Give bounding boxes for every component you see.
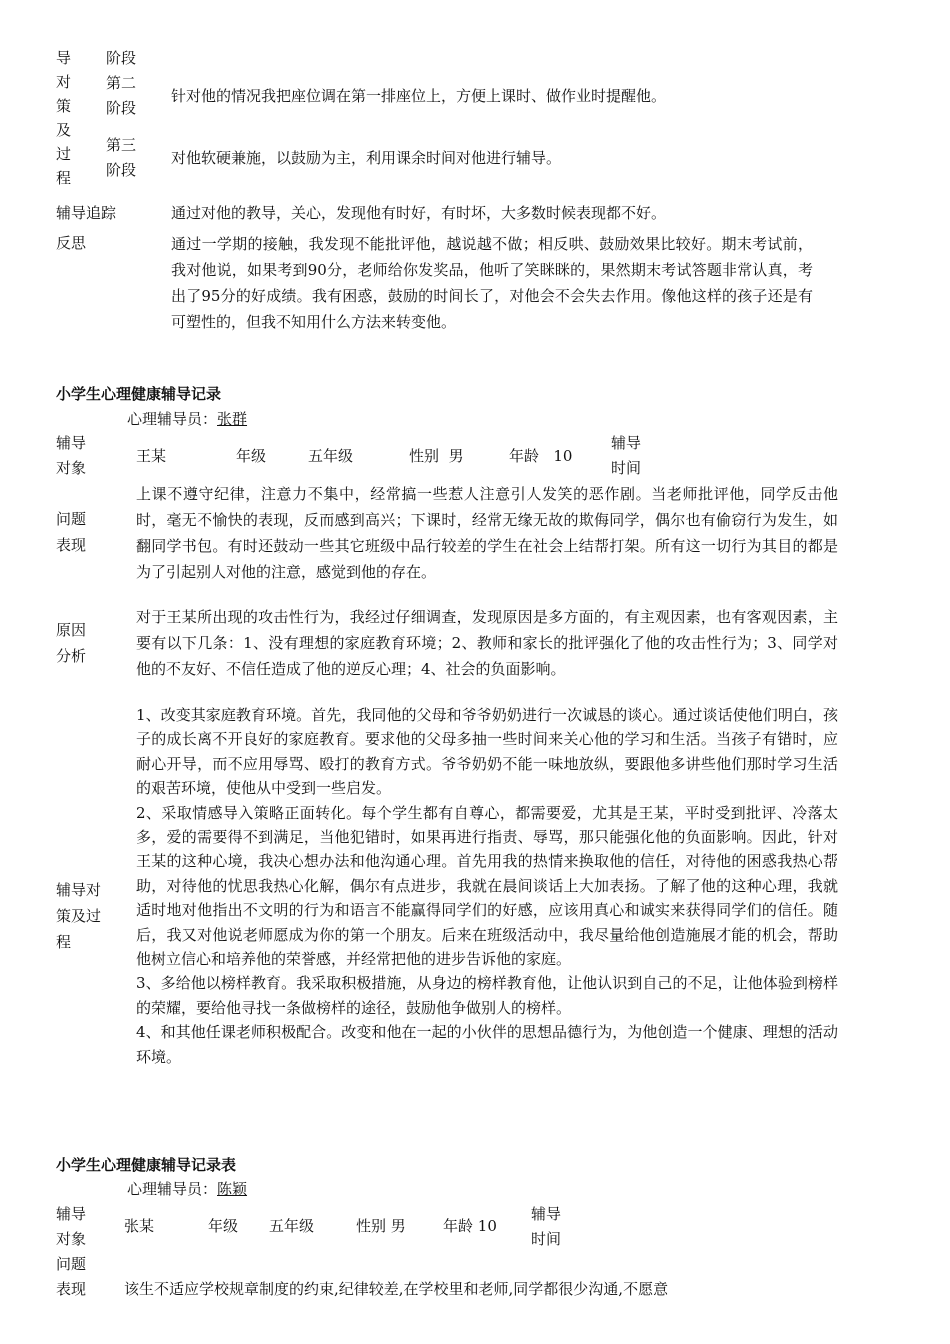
stage3-label — [106, 133, 136, 183]
counselor-label: 心理辅导员： — [127, 1180, 218, 1198]
age-value: 10 — [477, 1217, 497, 1235]
gender-label: 性别 — [409, 447, 440, 465]
stage1-tail: 阶段 — [106, 49, 137, 67]
age-value: 10 — [553, 447, 573, 465]
stage-label-line: 阶段 — [106, 99, 137, 117]
record-1-time-label: 辅导时间 — [611, 434, 642, 477]
record-1-measures — [136, 703, 838, 1069]
gender-value: 男 — [390, 1217, 406, 1235]
stage-label-line: 第二 — [106, 74, 137, 92]
strategy-label-vertical — [56, 46, 80, 190]
label-char: 及 — [56, 121, 72, 139]
record-2-grade-label: 年级 — [208, 1217, 239, 1235]
record-2-problem-label: 问题表现 — [56, 1255, 87, 1298]
record-1-age — [509, 444, 572, 469]
measure-item: 2、采取情感导入策略正面转化。每个学生都有自尊心，都需要爱，尤其是王某，平时受到批评、冷落太多，爱的需要得不到满足，当他犯错时，如果再进行指责、辱骂，那只能强化他的负面影响。因此，针对王某的这种心境，我决心想办法和他沟通心理。首先用我的热情来换取他的信任，对待他的困惑我热心帮助，对待他的忧思我热心化解，偶尔有点进步，我就在晨间谈话上大加表扬。了解了他的这种心理，我就适时地对他指出不文明的行为和语言不能赢得同学们的好感，应该用真心和诚实来获得同学们的信任。随后，我又对他说老师愿成为你的第一个朋友。后来在班级活动中，我尽量给他创造施展才能的机会，帮助他树立信心和培养他的荣誉感，并经常把他的进步告诉他的家庭。 — [136, 803, 838, 969]
record-1-target-label: 辅导对象 — [56, 434, 87, 477]
stage-label-line: 第三 — [106, 136, 137, 154]
record-2-problem-text: 该生不适应学校规章制度的约束,纪律较差,在学校里和老师,同学都很少沟通,不愿意 — [124, 1280, 669, 1298]
gender-value: 男 — [448, 447, 464, 465]
record-2-grade: 五年级 — [269, 1217, 315, 1235]
record-1-counselor — [127, 407, 247, 432]
record-1-student: 王某 — [136, 447, 167, 465]
record-2-title: 小学生心理健康辅导记录表 — [56, 1156, 237, 1174]
counselor-label: 心理辅导员： — [127, 410, 218, 428]
measure-item: 1、改变其家庭教育环境。首先，我同他的父母和爷爷奶奶进行一次诚恳的谈心。通过谈话使他们明白，孩子的成长离不开良好的家庭教育。要求他的父母多抽一些时间来关心他的学习和生活。当孩子有错时，应耐心开导，而不应用辱骂、殴打的教育方式。爷爷奶奶不能一味地放纵，要跟他多讲些他们那时学习生活的艰苦环境，使他从中受到一些启发。 — [136, 706, 838, 798]
tracking-label: 辅导追踪 — [56, 204, 117, 222]
record-1-grade: 五年级 — [308, 447, 354, 465]
tracking-text: 通过对他的教导，关心，发现他有时好，有时坏，大多数时候表现都不好。 — [171, 204, 667, 222]
record-1-problem-text: 上课不遵守纪律，注意力不集中，经常搞一些惹人注意引人发笑的恶作剧。当老师批评他，同学反击他时，毫无不愉快的表现，反而感到高兴；下课时，经常无缘无故的欺侮同学，偶尔也有偷窃行为发生，如翻同学书包。有时还鼓动一些其它班级中品行较差的学生在社会上结帮打架。所有这一切行为其目的都是为了引起别人对他的注意，感觉到他的存在。 — [136, 485, 838, 581]
label-char: 过 — [56, 145, 72, 163]
record-2-gender — [356, 1214, 406, 1239]
record-2-age — [443, 1214, 497, 1239]
reflection-text: 通过一学期的接触，我发现不能批评他，越说越不做；相反哄、鼓励效果比较好。期末考试前，我对他说，如果考到90分，老师给你发奖品，他听了笑眯眯的，果然期末考试答题非常认真，考出了95分的好成绩。我有困惑，鼓励的时间长了，对他会不会失去作用。像他这样的孩子还是有可塑性的，但我不知用什么方法来转变他。 — [171, 235, 813, 331]
age-label: 年龄 — [443, 1217, 474, 1235]
record-2-time-label: 辅导时间 — [531, 1205, 562, 1248]
record-1-cause-text: 对于王某所出现的攻击性行为，我经过仔细调查，发现原因是多方面的，有主观因素，也有客观因素，主要有以下几条：1、没有理想的家庭教育环境；2、教师和家长的批评强化了他的攻击性行为；3、同学对他的不友好、不信任造成了他的逆反心理；4、社会的负面影响。 — [136, 608, 838, 678]
label-char: 策 — [56, 97, 72, 115]
counselor-name: 张群 — [217, 410, 248, 428]
stage-label-line: 阶段 — [106, 161, 137, 179]
measure-item: 4、和其他任课老师积极配合。改变和他在一起的小伙伴的思想品德行为，为他创造一个健康、理想的活动环境。 — [136, 1023, 838, 1066]
label-char: 程 — [56, 169, 72, 187]
label-char: 对 — [56, 73, 72, 91]
label-char: 导 — [56, 49, 72, 67]
record-1-cause-label: 原因分析 — [56, 621, 87, 665]
record-2-student: 张某 — [124, 1217, 155, 1235]
stage2-text: 针对他的情况我把座位调在第一排座位上，方便上课时、做作业时提醒他。 — [171, 87, 667, 105]
measure-item: 3、多给他以榜样教育。我采取积极措施，从身边的榜样教育他，让他认识到自己的不足，让他体验到榜样的荣耀，要给他寻找一条做榜样的途径，鼓励他争做别人的榜样。 — [136, 974, 838, 1017]
record-1-problem-label: 问题表现 — [56, 510, 87, 554]
stage3-text: 对他软硬兼施，以鼓励为主，利用课余时间对他进行辅导。 — [171, 149, 562, 167]
record-2-target-label: 辅导对象 — [56, 1205, 87, 1248]
record-1-gender — [409, 444, 464, 469]
record-1-measures-label: 辅导对策及过程 — [56, 881, 102, 951]
counselor-name: 陈颖 — [217, 1180, 248, 1198]
gender-label: 性别 — [356, 1217, 387, 1235]
age-label: 年龄 — [509, 447, 540, 465]
record-2-counselor — [127, 1177, 247, 1202]
record-1-grade-label: 年级 — [236, 447, 267, 465]
record-1-title: 小学生心理健康辅导记录 — [56, 385, 222, 403]
stage2-label — [106, 71, 136, 121]
reflection-label: 反思 — [56, 234, 87, 252]
